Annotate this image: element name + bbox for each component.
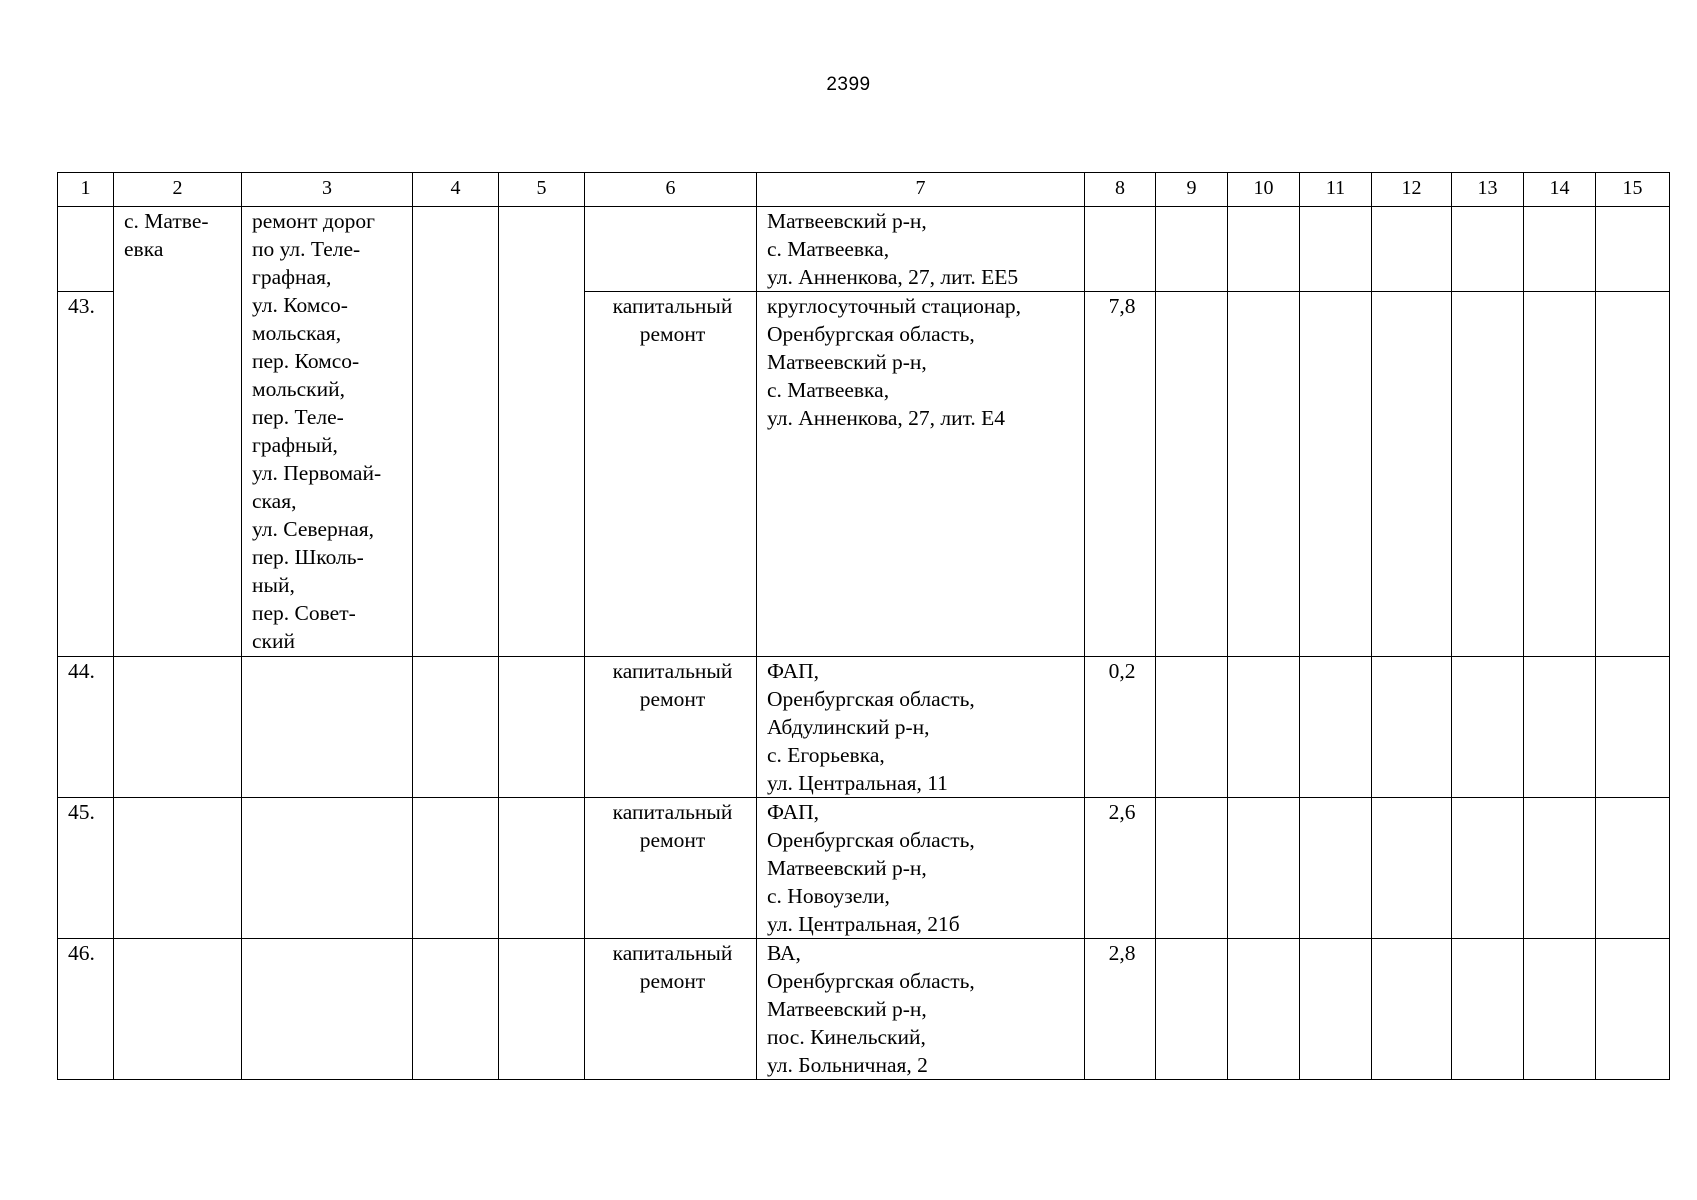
col5-cell — [499, 207, 585, 657]
empty-cell — [1228, 939, 1300, 1080]
empty-cell — [1228, 798, 1300, 939]
object-cell: Матвеевский р-н, с. Матвеевка, ул. Анненкова, 27, лит. ЕЕ5 — [757, 207, 1085, 292]
empty-cell — [1156, 207, 1228, 292]
empty-cell — [1372, 292, 1452, 657]
page-number: 2399 — [826, 74, 871, 95]
work-type-cell: капитальный ремонт — [585, 798, 757, 939]
object-cell: круглосуточный стационар, Оренбургская область, Матвеевский р-н, с. Матвеевка, ул. Анненкова, 27, лит. Е4 — [757, 292, 1085, 657]
empty-cell — [1524, 939, 1596, 1080]
work-type-cell: капитальный ремонт — [585, 657, 757, 798]
empty-cell — [1372, 939, 1452, 1080]
settlement-cell — [114, 798, 242, 939]
col5-cell — [499, 939, 585, 1080]
empty-cell — [1524, 657, 1596, 798]
measure-cell — [242, 798, 413, 939]
col5-cell — [499, 657, 585, 798]
row-number — [58, 207, 114, 292]
empty-cell — [1452, 657, 1524, 798]
empty-cell — [1452, 798, 1524, 939]
empty-cell — [1300, 657, 1372, 798]
column-header: 8 — [1085, 173, 1156, 207]
empty-cell — [1372, 207, 1452, 292]
empty-cell — [1524, 798, 1596, 939]
object-cell: ФАП, Оренбургская область, Матвеевский р-н, с. Новоузели, ул. Центральная, 21б — [757, 798, 1085, 939]
col5-cell — [499, 798, 585, 939]
value-cell: 2,8 — [1085, 939, 1156, 1080]
col4-cell — [413, 798, 499, 939]
column-header: 1 — [58, 173, 114, 207]
row-number: 46. — [58, 939, 114, 1080]
column-header: 5 — [499, 173, 585, 207]
empty-cell — [1156, 939, 1228, 1080]
settlement-cell: с. Матве- евка — [114, 207, 242, 657]
empty-cell — [1300, 798, 1372, 939]
empty-cell — [1300, 939, 1372, 1080]
empty-cell — [1228, 657, 1300, 798]
empty-cell — [1228, 292, 1300, 657]
table-header-row — [58, 173, 1670, 207]
col4-cell — [413, 657, 499, 798]
row-number: 45. — [58, 798, 114, 939]
column-header: 12 — [1372, 173, 1452, 207]
empty-cell — [1524, 292, 1596, 657]
empty-cell — [1372, 798, 1452, 939]
table-row — [58, 939, 1670, 1080]
object-cell: ФАП, Оренбургская область, Абдулинский р-н, с. Егорьевка, ул. Центральная, 11 — [757, 657, 1085, 798]
empty-cell — [1596, 207, 1670, 292]
column-header: 9 — [1156, 173, 1228, 207]
empty-cell — [1596, 798, 1670, 939]
value-cell: 7,8 — [1085, 292, 1156, 657]
column-header: 7 — [757, 173, 1085, 207]
empty-cell — [1156, 798, 1228, 939]
empty-cell — [1452, 939, 1524, 1080]
empty-cell — [1228, 207, 1300, 292]
measure-cell — [242, 657, 413, 798]
column-header: 11 — [1300, 173, 1372, 207]
value-cell — [1085, 207, 1156, 292]
row-number: 43. — [58, 292, 114, 657]
column-header: 3 — [242, 173, 413, 207]
empty-cell — [1596, 292, 1670, 657]
table-row — [58, 207, 1670, 292]
row-number: 44. — [58, 657, 114, 798]
work-type-cell: капитальный ремонт — [585, 292, 757, 657]
empty-cell — [1452, 207, 1524, 292]
value-cell: 0,2 — [1085, 657, 1156, 798]
column-header: 2 — [114, 173, 242, 207]
measure-cell — [242, 939, 413, 1080]
object-cell: ВА, Оренбургская область, Матвеевский р-н, пос. Кинельский, ул. Больничная, 2 — [757, 939, 1085, 1080]
empty-cell — [1300, 292, 1372, 657]
column-header: 10 — [1228, 173, 1300, 207]
settlement-cell — [114, 939, 242, 1080]
value-cell: 2,6 — [1085, 798, 1156, 939]
col4-cell — [413, 939, 499, 1080]
col4-cell — [413, 207, 499, 657]
register-table — [57, 172, 1670, 1080]
work-type-cell: капитальный ремонт — [585, 939, 757, 1080]
empty-cell — [1156, 657, 1228, 798]
column-header: 4 — [413, 173, 499, 207]
column-header: 15 — [1596, 173, 1670, 207]
empty-cell — [1372, 657, 1452, 798]
work-type-cell — [585, 207, 757, 292]
table-row — [58, 657, 1670, 798]
column-header: 14 — [1524, 173, 1596, 207]
empty-cell — [1452, 292, 1524, 657]
empty-cell — [1596, 939, 1670, 1080]
measure-cell: ремонт дорог по ул. Теле- графная, ул. Комсо- мольская, пер. Комсо- мольский, пер. Теле- графный, ул. Первомай- ская, ул. Северная, пер. Школь- ный, пер. Совет- ский — [242, 207, 413, 657]
empty-cell — [1524, 207, 1596, 292]
empty-cell — [1596, 657, 1670, 798]
empty-cell — [1156, 292, 1228, 657]
column-header: 6 — [585, 173, 757, 207]
column-header: 13 — [1452, 173, 1524, 207]
settlement-cell — [114, 657, 242, 798]
table-row — [58, 798, 1670, 939]
empty-cell — [1300, 207, 1372, 292]
